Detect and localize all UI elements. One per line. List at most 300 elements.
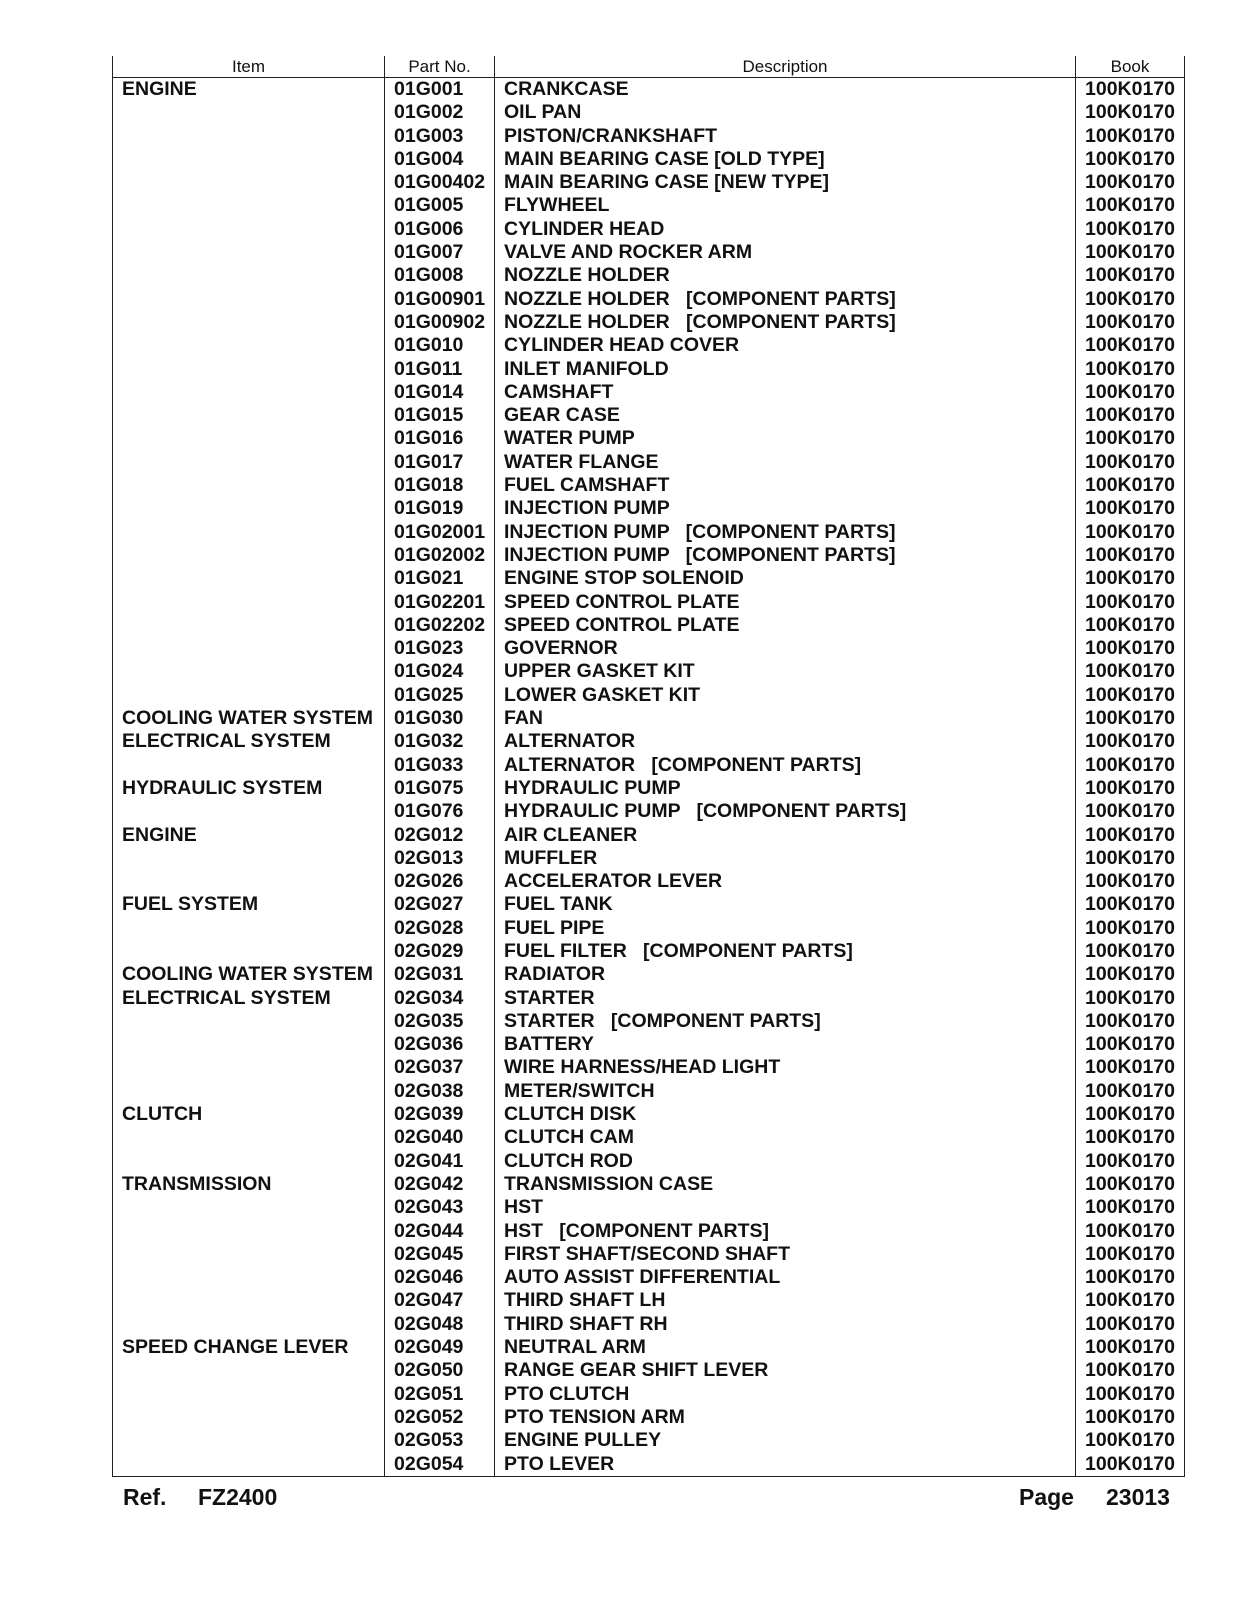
book-cell: 100K0170 (1076, 1150, 1185, 1173)
table-row (113, 754, 1185, 777)
table-row (113, 78, 1185, 102)
item-cell (113, 1383, 385, 1406)
description-cell: CRANKCASE (495, 78, 1076, 102)
book-cell: 100K0170 (1076, 917, 1185, 940)
table-row (113, 1080, 1185, 1103)
description-cell: CLUTCH DISK (495, 1103, 1076, 1126)
page-footer (0, 1484, 1236, 1514)
description-cell: FUEL CAMSHAFT (495, 474, 1076, 497)
description-cell: NOZZLE HOLDER [COMPONENT PARTS] (495, 288, 1076, 311)
item-cell (113, 1220, 385, 1243)
item-cell (113, 125, 385, 148)
item-cell (113, 334, 385, 357)
book-cell: 100K0170 (1076, 987, 1185, 1010)
part-number-cell: 01G002 (385, 101, 495, 124)
description-cell: NEUTRAL ARM (495, 1336, 1076, 1359)
description-cell: GOVERNOR (495, 637, 1076, 660)
column-header-part-no: Part No. (385, 56, 495, 78)
item-cell (113, 474, 385, 497)
part-number-cell: 02G046 (385, 1266, 495, 1289)
book-cell: 100K0170 (1076, 800, 1185, 823)
item-cell: ELECTRICAL SYSTEM (113, 987, 385, 1010)
description-cell: NOZZLE HOLDER (495, 264, 1076, 287)
table-row (113, 870, 1185, 893)
part-number-cell: 01G004 (385, 148, 495, 171)
part-number-cell: 01G005 (385, 194, 495, 217)
book-cell: 100K0170 (1076, 311, 1185, 334)
table-row (113, 264, 1185, 287)
table-row (113, 940, 1185, 963)
description-cell: STARTER [COMPONENT PARTS] (495, 1010, 1076, 1033)
part-number-cell: 01G018 (385, 474, 495, 497)
book-cell: 100K0170 (1076, 1406, 1185, 1429)
item-cell (113, 1150, 385, 1173)
description-cell: ENGINE STOP SOLENOID (495, 567, 1076, 590)
table-row (113, 1126, 1185, 1149)
parts-list-sheet (112, 56, 1184, 1477)
part-number-cell: 01G021 (385, 567, 495, 590)
table-row (113, 521, 1185, 544)
part-number-cell: 01G075 (385, 777, 495, 800)
table-row (113, 567, 1185, 590)
book-cell: 100K0170 (1076, 847, 1185, 870)
item-cell: ELECTRICAL SYSTEM (113, 730, 385, 753)
item-cell (113, 1196, 385, 1219)
description-cell: MUFFLER (495, 847, 1076, 870)
item-cell (113, 660, 385, 683)
part-number-cell: 02G043 (385, 1196, 495, 1219)
item-cell (113, 940, 385, 963)
part-number-cell: 01G00901 (385, 288, 495, 311)
table-row (113, 101, 1185, 124)
book-cell: 100K0170 (1076, 637, 1185, 660)
item-cell (113, 567, 385, 590)
description-cell: INLET MANIFOLD (495, 358, 1076, 381)
part-number-cell: 01G032 (385, 730, 495, 753)
item-cell (113, 1033, 385, 1056)
book-cell: 100K0170 (1076, 1126, 1185, 1149)
part-number-cell: 02G037 (385, 1056, 495, 1079)
book-cell: 100K0170 (1076, 101, 1185, 124)
part-number-cell: 01G02201 (385, 591, 495, 614)
table-row (113, 800, 1185, 823)
page-number: 23013 (1106, 1484, 1170, 1510)
part-number-cell: 02G027 (385, 893, 495, 916)
item-cell (113, 521, 385, 544)
table-row (113, 148, 1185, 171)
book-cell: 100K0170 (1076, 264, 1185, 287)
item-cell (113, 1080, 385, 1103)
table-row (113, 591, 1185, 614)
description-cell: HYDRAULIC PUMP [COMPONENT PARTS] (495, 800, 1076, 823)
book-cell: 100K0170 (1076, 358, 1185, 381)
item-cell: SPEED CHANGE LEVER (113, 1336, 385, 1359)
book-cell: 100K0170 (1076, 1266, 1185, 1289)
book-cell: 100K0170 (1076, 660, 1185, 683)
description-cell: FAN (495, 707, 1076, 730)
part-number-cell: 02G045 (385, 1243, 495, 1266)
description-cell: PTO CLUTCH (495, 1383, 1076, 1406)
part-number-cell: 01G008 (385, 264, 495, 287)
column-header-description: Description (495, 56, 1076, 78)
book-cell: 100K0170 (1076, 334, 1185, 357)
part-number-cell: 02G013 (385, 847, 495, 870)
column-header-item: Item (113, 56, 385, 78)
description-cell: PTO TENSION ARM (495, 1406, 1076, 1429)
part-number-cell: 02G051 (385, 1383, 495, 1406)
part-number-cell: 01G02202 (385, 614, 495, 637)
description-cell: HST (495, 1196, 1076, 1219)
item-cell: TRANSMISSION (113, 1173, 385, 1196)
table-row (113, 288, 1185, 311)
table-row (113, 311, 1185, 334)
part-number-cell: 01G024 (385, 660, 495, 683)
part-number-cell: 02G031 (385, 963, 495, 986)
description-cell: ALTERNATOR (495, 730, 1076, 753)
part-number-cell: 01G076 (385, 800, 495, 823)
table-row (113, 474, 1185, 497)
item-cell: HYDRAULIC SYSTEM (113, 777, 385, 800)
table-row (113, 497, 1185, 520)
description-cell: PTO LEVER (495, 1453, 1076, 1477)
part-number-cell: 01G017 (385, 451, 495, 474)
book-cell: 100K0170 (1076, 940, 1185, 963)
part-number-cell: 01G019 (385, 497, 495, 520)
book-cell: 100K0170 (1076, 730, 1185, 753)
part-number-cell: 01G010 (385, 334, 495, 357)
table-row (113, 218, 1185, 241)
part-number-cell: 02G049 (385, 1336, 495, 1359)
table-row (113, 544, 1185, 567)
book-cell: 100K0170 (1076, 427, 1185, 450)
part-number-cell: 02G012 (385, 824, 495, 847)
book-cell: 100K0170 (1076, 1103, 1185, 1126)
book-cell: 100K0170 (1076, 78, 1185, 102)
book-cell: 100K0170 (1076, 474, 1185, 497)
book-cell: 100K0170 (1076, 497, 1185, 520)
description-cell: NOZZLE HOLDER [COMPONENT PARTS] (495, 311, 1076, 334)
description-cell: UPPER GASKET KIT (495, 660, 1076, 683)
table-row (113, 963, 1185, 986)
description-cell: METER/SWITCH (495, 1080, 1076, 1103)
book-cell: 100K0170 (1076, 381, 1185, 404)
item-cell (113, 1359, 385, 1382)
description-cell: CAMSHAFT (495, 381, 1076, 404)
book-cell: 100K0170 (1076, 1056, 1185, 1079)
book-cell: 100K0170 (1076, 1196, 1185, 1219)
book-cell: 100K0170 (1076, 963, 1185, 986)
item-cell (113, 637, 385, 660)
item-cell (113, 544, 385, 567)
table-row (113, 1313, 1185, 1336)
book-cell: 100K0170 (1076, 125, 1185, 148)
table-row (113, 1266, 1185, 1289)
part-number-cell: 01G011 (385, 358, 495, 381)
book-cell: 100K0170 (1076, 544, 1185, 567)
table-row (113, 637, 1185, 660)
description-cell: CYLINDER HEAD COVER (495, 334, 1076, 357)
description-cell: WATER FLANGE (495, 451, 1076, 474)
description-cell: STARTER (495, 987, 1076, 1010)
book-cell: 100K0170 (1076, 1173, 1185, 1196)
book-cell: 100K0170 (1076, 1336, 1185, 1359)
book-cell: 100K0170 (1076, 1453, 1185, 1477)
part-number-cell: 01G02002 (385, 544, 495, 567)
part-number-cell: 01G02001 (385, 521, 495, 544)
table-row (113, 171, 1185, 194)
table-row (113, 1033, 1185, 1056)
part-number-cell: 01G015 (385, 404, 495, 427)
book-cell: 100K0170 (1076, 288, 1185, 311)
description-cell: WATER PUMP (495, 427, 1076, 450)
part-number-cell: 01G00402 (385, 171, 495, 194)
item-cell (113, 614, 385, 637)
item-cell (113, 1406, 385, 1429)
description-cell: OIL PAN (495, 101, 1076, 124)
item-cell (113, 1243, 385, 1266)
item-cell (113, 870, 385, 893)
description-cell: PISTON/CRANKSHAFT (495, 125, 1076, 148)
table-row (113, 1150, 1185, 1173)
description-cell: TRANSMISSION CASE (495, 1173, 1076, 1196)
table-row (113, 1383, 1185, 1406)
part-number-cell: 02G053 (385, 1429, 495, 1452)
table-row (113, 1220, 1185, 1243)
part-number-cell: 01G006 (385, 218, 495, 241)
table-row (113, 614, 1185, 637)
item-cell (113, 101, 385, 124)
description-cell: THIRD SHAFT RH (495, 1313, 1076, 1336)
part-number-cell: 02G048 (385, 1313, 495, 1336)
item-cell (113, 1289, 385, 1312)
table-row (113, 847, 1185, 870)
item-cell (113, 404, 385, 427)
part-number-cell: 02G047 (385, 1289, 495, 1312)
description-cell: VALVE AND ROCKER ARM (495, 241, 1076, 264)
description-cell: CYLINDER HEAD (495, 218, 1076, 241)
item-cell (113, 381, 385, 404)
book-cell: 100K0170 (1076, 754, 1185, 777)
item-cell (113, 218, 385, 241)
book-cell: 100K0170 (1076, 824, 1185, 847)
item-cell (113, 311, 385, 334)
table-row (113, 660, 1185, 683)
table-row (113, 1103, 1185, 1126)
description-cell: RANGE GEAR SHIFT LEVER (495, 1359, 1076, 1382)
description-cell: FUEL TANK (495, 893, 1076, 916)
book-cell: 100K0170 (1076, 404, 1185, 427)
part-number-cell: 01G016 (385, 427, 495, 450)
part-number-cell: 01G00902 (385, 311, 495, 334)
table-row (113, 334, 1185, 357)
description-cell: FIRST SHAFT/SECOND SHAFT (495, 1243, 1076, 1266)
description-cell: CLUTCH CAM (495, 1126, 1076, 1149)
table-row (113, 125, 1185, 148)
description-cell: HYDRAULIC PUMP (495, 777, 1076, 800)
part-number-cell: 02G036 (385, 1033, 495, 1056)
part-number-cell: 02G044 (385, 1220, 495, 1243)
table-row (113, 1406, 1185, 1429)
book-cell: 100K0170 (1076, 1080, 1185, 1103)
description-cell: MAIN BEARING CASE [NEW TYPE] (495, 171, 1076, 194)
part-number-cell: 02G052 (385, 1406, 495, 1429)
part-number-cell: 01G030 (385, 707, 495, 730)
item-cell (113, 754, 385, 777)
description-cell: GEAR CASE (495, 404, 1076, 427)
part-number-cell: 02G041 (385, 1150, 495, 1173)
item-cell (113, 194, 385, 217)
table-row (113, 917, 1185, 940)
description-cell: RADIATOR (495, 963, 1076, 986)
item-cell (113, 684, 385, 707)
item-cell (113, 591, 385, 614)
table-row (113, 1243, 1185, 1266)
description-cell: LOWER GASKET KIT (495, 684, 1076, 707)
book-cell: 100K0170 (1076, 1313, 1185, 1336)
item-cell (113, 1010, 385, 1033)
item-cell (113, 427, 385, 450)
book-cell: 100K0170 (1076, 591, 1185, 614)
book-cell: 100K0170 (1076, 1359, 1185, 1382)
book-cell: 100K0170 (1076, 1033, 1185, 1056)
table-row (113, 1429, 1185, 1452)
part-number-cell: 02G054 (385, 1453, 495, 1477)
table-row (113, 1196, 1185, 1219)
part-number-cell: 02G035 (385, 1010, 495, 1033)
item-cell (113, 288, 385, 311)
description-cell: ENGINE PULLEY (495, 1429, 1076, 1452)
item-cell (113, 1056, 385, 1079)
book-cell: 100K0170 (1076, 1429, 1185, 1452)
table-row (113, 404, 1185, 427)
item-cell: FUEL SYSTEM (113, 893, 385, 916)
part-number-cell: 01G003 (385, 125, 495, 148)
item-cell (113, 497, 385, 520)
table-row (113, 1289, 1185, 1312)
part-number-cell: 02G040 (385, 1126, 495, 1149)
item-cell (113, 800, 385, 823)
part-number-cell: 01G033 (385, 754, 495, 777)
table-row (113, 1359, 1185, 1382)
book-cell: 100K0170 (1076, 521, 1185, 544)
part-number-cell: 01G025 (385, 684, 495, 707)
item-cell (113, 451, 385, 474)
description-cell: SPEED CONTROL PLATE (495, 591, 1076, 614)
description-cell: THIRD SHAFT LH (495, 1289, 1076, 1312)
book-cell: 100K0170 (1076, 1289, 1185, 1312)
book-cell: 100K0170 (1076, 1383, 1185, 1406)
item-cell (113, 1313, 385, 1336)
item-cell: COOLING WATER SYSTEM (113, 963, 385, 986)
item-cell (113, 358, 385, 381)
table-row (113, 1336, 1185, 1359)
part-number-cell: 02G042 (385, 1173, 495, 1196)
table-row (113, 684, 1185, 707)
item-cell (113, 1429, 385, 1452)
column-header-book: Book (1076, 56, 1185, 78)
table-row (113, 427, 1185, 450)
book-cell: 100K0170 (1076, 893, 1185, 916)
description-cell: INJECTION PUMP [COMPONENT PARTS] (495, 521, 1076, 544)
description-cell: ACCELERATOR LEVER (495, 870, 1076, 893)
book-cell: 100K0170 (1076, 148, 1185, 171)
header-row (113, 56, 1185, 78)
item-cell (113, 1266, 385, 1289)
book-cell: 100K0170 (1076, 451, 1185, 474)
book-cell: 100K0170 (1076, 1220, 1185, 1243)
item-cell (113, 1126, 385, 1149)
item-cell (113, 241, 385, 264)
part-number-cell: 02G050 (385, 1359, 495, 1382)
page-label: Page (1019, 1484, 1074, 1510)
table-row (113, 241, 1185, 264)
description-cell: INJECTION PUMP [COMPONENT PARTS] (495, 544, 1076, 567)
part-number-cell: 02G038 (385, 1080, 495, 1103)
description-cell: WIRE HARNESS/HEAD LIGHT (495, 1056, 1076, 1079)
item-cell: COOLING WATER SYSTEM (113, 707, 385, 730)
table-row (113, 194, 1185, 217)
item-cell: CLUTCH (113, 1103, 385, 1126)
table-row (113, 1056, 1185, 1079)
ref-label: Ref. (123, 1484, 167, 1510)
description-cell: AIR CLEANER (495, 824, 1076, 847)
table-row (113, 987, 1185, 1010)
table-row (113, 777, 1185, 800)
description-cell: HST [COMPONENT PARTS] (495, 1220, 1076, 1243)
book-cell: 100K0170 (1076, 241, 1185, 264)
book-cell: 100K0170 (1076, 218, 1185, 241)
table-row (113, 824, 1185, 847)
part-number-cell: 01G007 (385, 241, 495, 264)
item-cell (113, 148, 385, 171)
table-row (113, 451, 1185, 474)
book-cell: 100K0170 (1076, 171, 1185, 194)
item-cell: ENGINE (113, 78, 385, 102)
part-number-cell: 02G029 (385, 940, 495, 963)
item-cell (113, 1453, 385, 1477)
book-cell: 100K0170 (1076, 684, 1185, 707)
description-cell: FLYWHEEL (495, 194, 1076, 217)
book-cell: 100K0170 (1076, 1010, 1185, 1033)
book-cell: 100K0170 (1076, 870, 1185, 893)
table-row (113, 381, 1185, 404)
description-cell: CLUTCH ROD (495, 1150, 1076, 1173)
table-row (113, 730, 1185, 753)
description-cell: SPEED CONTROL PLATE (495, 614, 1076, 637)
book-cell: 100K0170 (1076, 194, 1185, 217)
description-cell: AUTO ASSIST DIFFERENTIAL (495, 1266, 1076, 1289)
part-number-cell: 01G001 (385, 78, 495, 102)
item-cell (113, 171, 385, 194)
parts-table (112, 56, 1185, 1477)
table-row (113, 893, 1185, 916)
book-cell: 100K0170 (1076, 567, 1185, 590)
item-cell (113, 847, 385, 870)
ref-value: FZ2400 (198, 1484, 278, 1510)
part-number-cell: 01G023 (385, 637, 495, 660)
book-cell: 100K0170 (1076, 1243, 1185, 1266)
table-row (113, 1173, 1185, 1196)
description-cell: FUEL FILTER [COMPONENT PARTS] (495, 940, 1076, 963)
item-cell (113, 917, 385, 940)
table-row (113, 1453, 1185, 1477)
description-cell: ALTERNATOR [COMPONENT PARTS] (495, 754, 1076, 777)
table-row (113, 358, 1185, 381)
description-cell: BATTERY (495, 1033, 1076, 1056)
item-cell (113, 264, 385, 287)
description-cell: INJECTION PUMP (495, 497, 1076, 520)
part-number-cell: 01G014 (385, 381, 495, 404)
